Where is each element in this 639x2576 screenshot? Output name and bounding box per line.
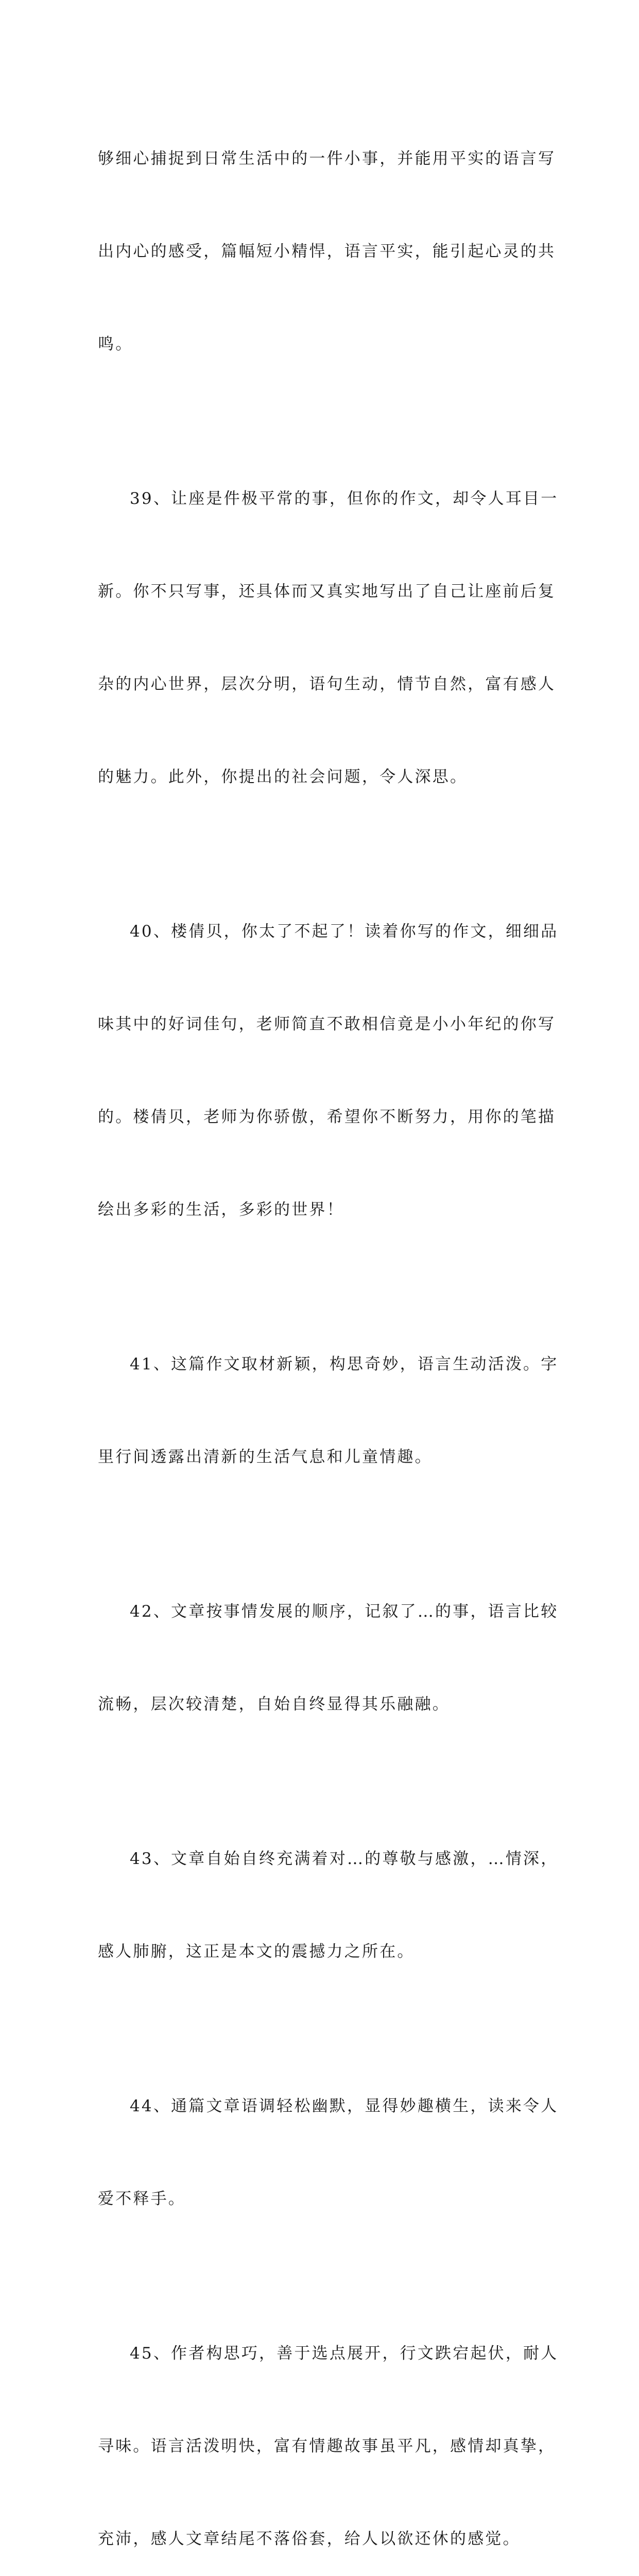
paragraph-43 <box>98 1782 561 2029</box>
text-line: 44、通篇文章语调轻松幽默，显得妙趣横生，读来令人 <box>130 2097 559 2115</box>
paragraph-41 <box>98 1287 561 1534</box>
text-line: 42、文章按事情发展的顺序，记叙了…的事，语言比较 <box>130 1602 559 1621</box>
text-line: 出内心的感受，篇幅短小精悍，语言平实，能引起心灵的共 <box>98 242 556 261</box>
text-line: 寻味。语言活泼明快，富有情趣故事虽平凡，感情却真挚， <box>98 2437 556 2455</box>
text-line: 新。你不只写事，还具体而又真实地写出了自己让座前后复 <box>98 582 556 601</box>
paragraph-39 <box>98 421 561 854</box>
text-line: 充沛，感人文章结尾不落俗套，给人以欲还休的感觉。 <box>98 2530 521 2548</box>
text-line: 感人肺腑，这正是本文的震撼力之所在。 <box>98 1942 415 1961</box>
paragraph-45 <box>98 2276 561 2576</box>
paragraph-44 <box>98 2029 561 2276</box>
text-line: 鸣。 <box>98 335 133 353</box>
text-line: 41、这篇作文取材新颖，构思奇妙，语言生动活泼。字 <box>130 1355 559 1374</box>
document-body <box>98 81 561 2576</box>
text-line: 爱不释手。 <box>98 2190 186 2208</box>
text-line: 绘出多彩的生活，多彩的世界！ <box>98 1200 344 1219</box>
text-line: 45、作者构思巧，善于选点展开，行文跌宕起伏，耐人 <box>130 2344 559 2363</box>
text-line: 杂的内心世界，层次分明，语句生动，情节自然，富有感人 <box>98 675 556 693</box>
text-line: 流畅，层次较清楚，自始自终显得其乐融融。 <box>98 1695 450 1714</box>
text-line: 40、楼倩贝，你太了不起了！读着你写的作文，细细品 <box>130 922 559 941</box>
text-line: 里行间透露出清新的生活气息和儿童情趣。 <box>98 1448 433 1466</box>
text-line: 43、文章自始自终充满着对…的尊敬与感激，…情深， <box>130 1850 559 1868</box>
text-line: 够细心捕捉到日常生活中的一件小事，并能用平实的语言写 <box>98 149 556 168</box>
text-line: 味其中的好词佳句，老师简直不敢相信竟是小小年纪的你写 <box>98 1015 556 1033</box>
text-line: 的魅力。此外，你提出的社会问题，令人深思。 <box>98 768 468 786</box>
paragraph-42 <box>98 1534 561 1782</box>
text-line: 的。楼倩贝，老师为你骄傲，希望你不断努力，用你的笔描 <box>98 1108 556 1126</box>
text-line: 39、让座是件极平常的事，但你的作文，却令人耳目一 <box>130 489 559 508</box>
paragraph-40 <box>98 854 561 1287</box>
paragraph-38-continued <box>98 81 561 421</box>
